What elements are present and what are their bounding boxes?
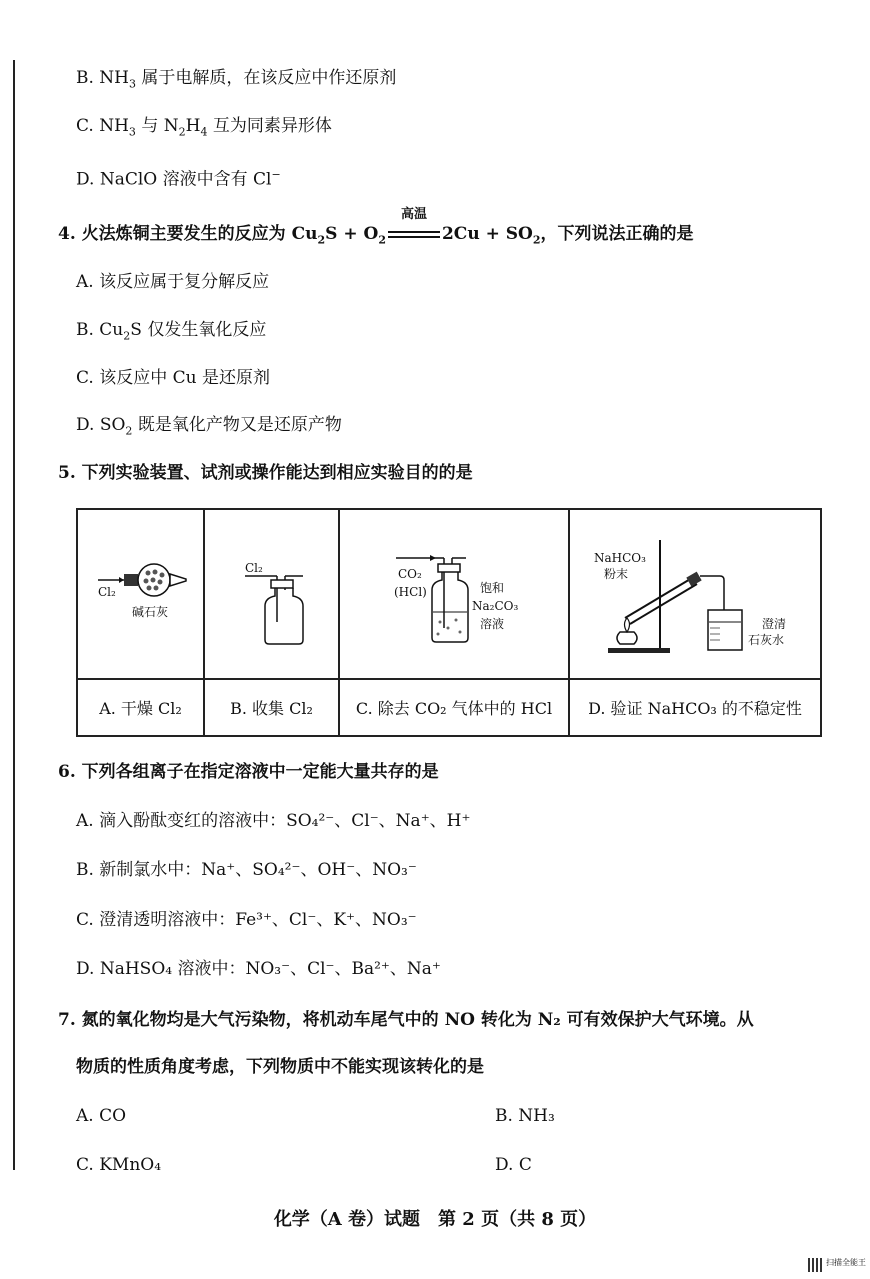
q6-stem: 6. 下列各组离子在指定溶液中一定能大量共存的是 <box>58 762 439 782</box>
figure-b-gas-bottle <box>204 509 339 679</box>
figure-a-drying-tube <box>77 509 204 679</box>
fig-d-water-label-2: 石灰水 <box>748 633 785 647</box>
fig-a-reagent-label: 碱石灰 <box>132 605 169 619</box>
fig-d-water-label-1: 澄清 <box>762 617 787 631</box>
apparatus-table <box>76 508 822 737</box>
q7-option-d: D. C <box>495 1155 532 1175</box>
q5-stem: 5. 下列实验装置、试剂或操作能达到相应实验目的的是 <box>58 463 473 483</box>
q3-option-b: B. $NH_3$ 属于电解质，在该反应中作还原剂 <box>76 68 397 91</box>
q4-option-b: B. $Cu_2S$ 仅发生氧化反应 <box>76 320 267 343</box>
q7-stem-line-2: 物质的性质角度考虑，下列物质中不能实现该转化的是 <box>76 1057 484 1077</box>
caption-c: C. 除去 CO₂ 气体中的 HCl <box>339 679 569 736</box>
q6-option-d: D. NaHSO₄ 溶液中：NO₃⁻、Cl⁻、Ba²⁺、Na⁺ <box>76 959 441 979</box>
scanner-watermark: 扫描全能王 <box>826 1258 866 1267</box>
fig-c-gas-label-2: (HCl) <box>394 585 427 599</box>
fig-c-reagent-1: 饱和 <box>480 581 505 595</box>
fig-c-reagent-2: Na₂CO₃ <box>472 599 519 613</box>
fig-d-sample-label-2: 粉末 <box>604 567 629 581</box>
q4-option-d: D. $SO_2$ 既是氧化产物又是还原产物 <box>76 415 342 438</box>
fig-d-sample-label-1: NaHCO₃ <box>594 551 646 565</box>
caption-b: B. 收集 Cl₂ <box>204 679 339 736</box>
washing-bottle-icon <box>340 510 570 678</box>
page-footer: 化学（A 卷）试题 第 2 页（共 8 页） <box>273 1209 597 1230</box>
fig-a-gas-label: Cl₂ <box>98 585 116 599</box>
figure-c-washing-bottle <box>339 509 569 679</box>
fig-c-gas-label-1: CO₂ <box>398 567 422 581</box>
binding-margin-line <box>13 60 15 1170</box>
gas-bottle-icon <box>205 510 340 678</box>
q3-option-c: C. $NH_3$ 与 $N_2H_4$ 互为同素异形体 <box>76 116 332 139</box>
q4-stem: 4. 火法炼铜主要发生的反应为 $Cu_2S + O_2$ 高温 $2Cu + SO_2$，下列说法正确的是 <box>58 207 694 247</box>
fig-c-reagent-3: 溶液 <box>480 617 505 631</box>
q4-option-c: C. 该反应中 Cu 是还原剂 <box>76 368 270 388</box>
q7-stem-line-1: 7. 氮的氧化物均是大气污染物，将机动车尾气中的 NO 转化为 N₂ 可有效保护大气环境。从 <box>58 1010 754 1030</box>
fig-b-gas-label: Cl₂ <box>245 561 263 575</box>
qr-code-icon <box>808 1258 822 1272</box>
reaction-condition: 高温 <box>386 222 442 246</box>
q7-option-a: A. CO <box>76 1106 127 1126</box>
q6-option-c: C. 澄清透明溶液中：Fe³⁺、Cl⁻、K⁺、NO₃⁻ <box>76 910 417 930</box>
q3-option-d: D. NaClO 溶液中含有 Cl− <box>76 168 281 190</box>
q4-option-a: A. 该反应属于复分解反应 <box>76 272 270 292</box>
q6-option-a: A. 滴入酚酞变红的溶液中：SO₄²⁻、Cl⁻、Na⁺、H⁺ <box>76 811 471 831</box>
heating-apparatus-icon <box>570 510 822 678</box>
caption-d: D. 验证 NaHCO₃ 的不稳定性 <box>569 679 821 736</box>
figure-d-heating-setup <box>569 509 821 679</box>
q7-option-c: C. KMnO₄ <box>76 1155 162 1175</box>
caption-a: A. 干燥 Cl₂ <box>77 679 204 736</box>
q7-option-b: B. NH₃ <box>495 1106 555 1126</box>
q6-option-b: B. 新制氯水中：Na⁺、SO₄²⁻、OH⁻、NO₃⁻ <box>76 860 417 880</box>
